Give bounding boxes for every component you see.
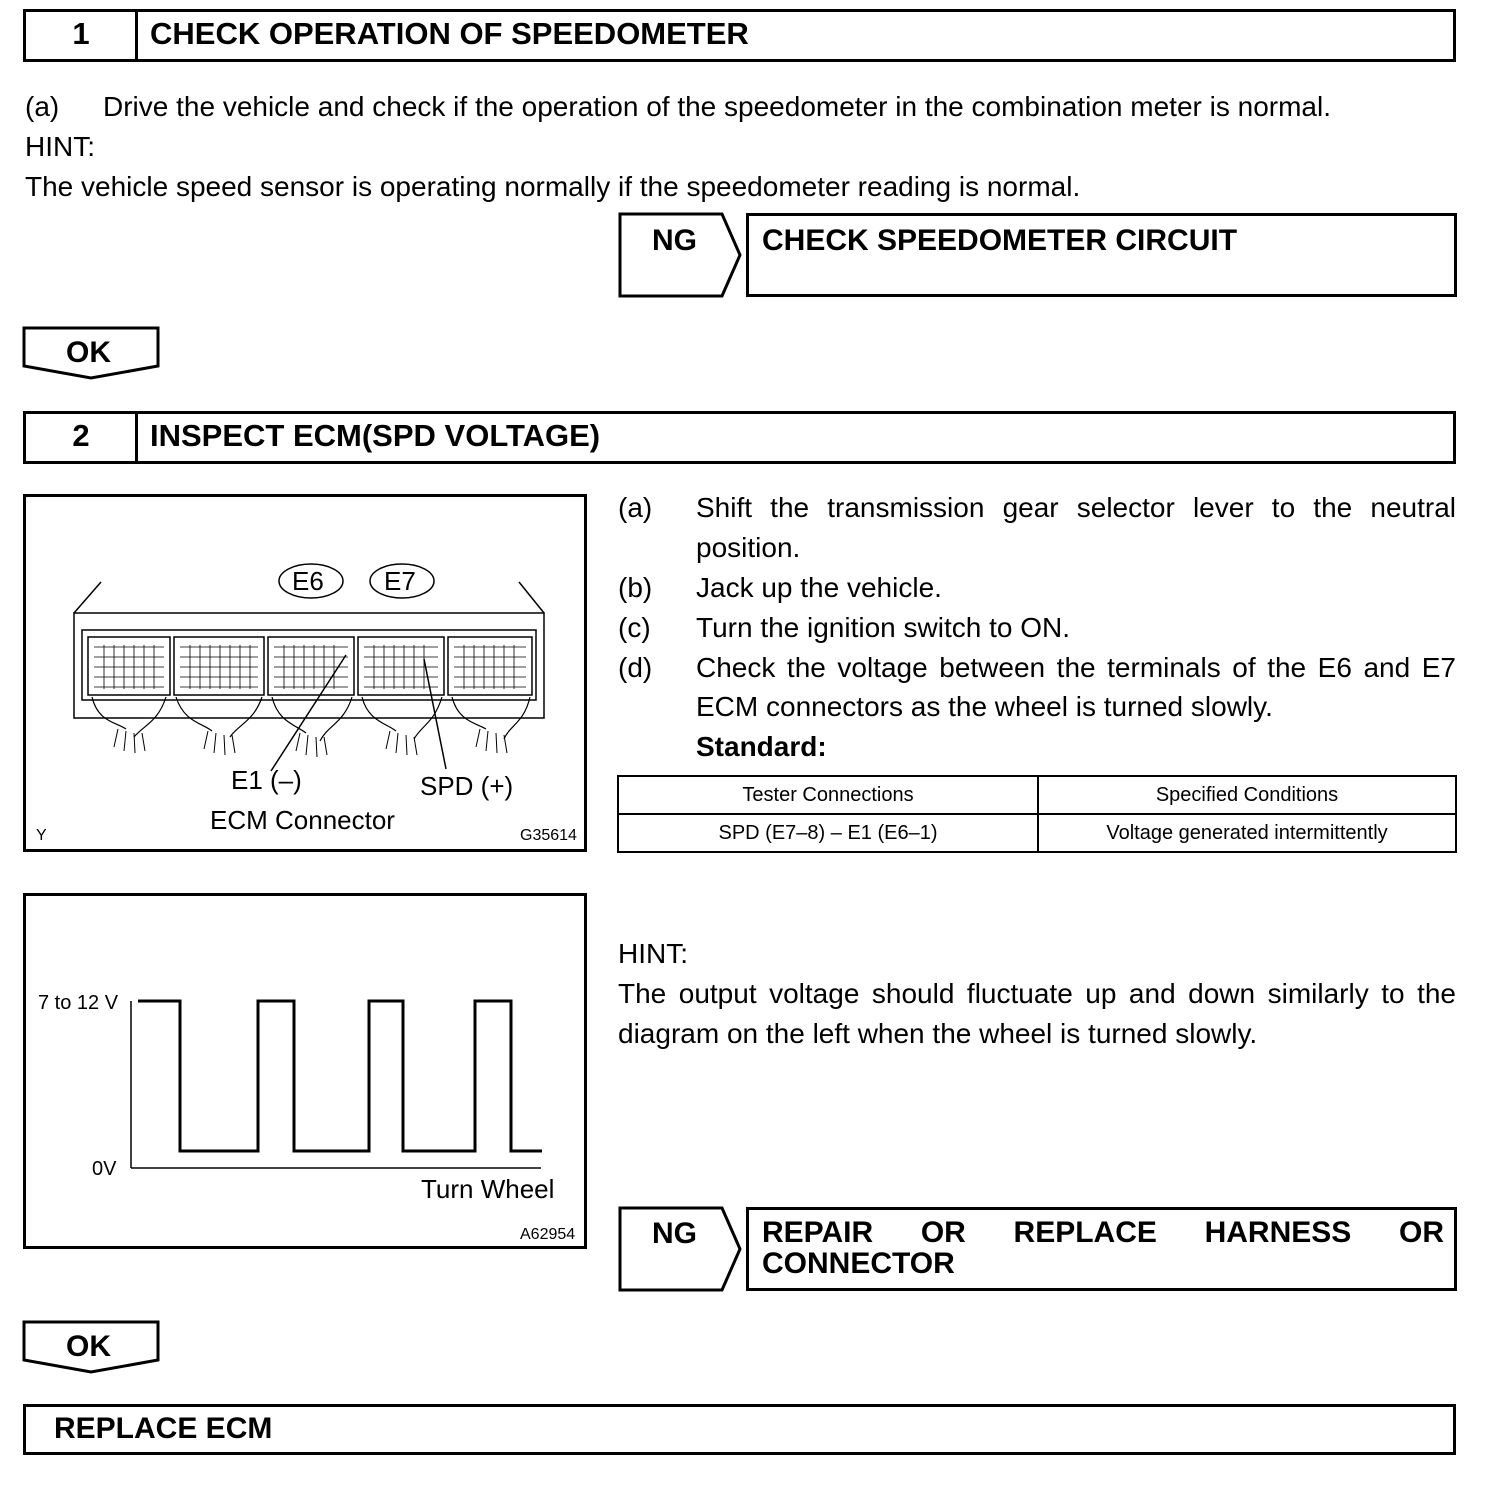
standard-label: Standard: [696, 731, 827, 762]
connector-block-4 [358, 637, 444, 695]
step2-hint-line2: diagram on the left when the wheel is turned slowly. [618, 1018, 1258, 1049]
step2-hint-line1: The output voltage should fluctuate up and down similarly to the [618, 978, 1456, 1009]
step1-ng-label: NG [652, 224, 697, 257]
high-voltage-label: 7 to 12 V [38, 992, 119, 1014]
waveform-figure [23, 893, 587, 1249]
figure1-corner-mark: Y [36, 827, 47, 844]
step2-item-d-line2: ECM connectors as the wheel is turned slowly. [696, 691, 1273, 722]
spec-cell-tester: SPD (E7–8) – E1 (E6–1) [618, 814, 1038, 852]
spec-header-tester: Tester Connections [618, 776, 1038, 814]
table-row [618, 814, 1456, 852]
step2-item-a-label: (a) [618, 492, 653, 523]
connector-block-3 [268, 637, 354, 695]
e6-label: E6 [292, 566, 324, 596]
e7-label: E7 [384, 566, 416, 596]
step2-item-c-label: (c) [618, 612, 651, 643]
step2-item-a-line2: position. [696, 532, 801, 563]
figure2-id: A62954 [520, 1226, 576, 1243]
step1-ok-label: OK [66, 336, 111, 369]
spec-header-conditions: Specified Conditions [1038, 776, 1456, 814]
step1-hint-label: HINT: [25, 131, 95, 162]
connector-block-2 [174, 637, 264, 695]
e1-terminal-label: E1 (–) [231, 765, 302, 795]
step1-title: CHECK OPERATION OF SPEEDOMETER [150, 16, 749, 51]
step2-ng-action-line2: CONNECTOR [762, 1247, 955, 1280]
step1-number: 1 [72, 16, 90, 51]
step2-item-c-text: Turn the ignition switch to ON. [696, 612, 1071, 643]
voltage-waveform [138, 1001, 542, 1151]
step2-item-d-line1: Check the voltage between the terminals of the E6 and E7 [696, 652, 1456, 683]
spd-terminal-label: SPD (+) [420, 771, 514, 801]
step2-title: INSPECT ECM(SPD VOLTAGE) [150, 418, 601, 453]
step1-item-a-text: Drive the vehicle and check if the operation of the speedometer in the combination meter is normal. [103, 91, 1331, 122]
step2-ng-action-line1: REPAIR OR REPLACE HARNESS OR [762, 1216, 1444, 1249]
step2-hint-label: HINT: [618, 938, 688, 969]
connector-block-5 [448, 637, 532, 695]
step1-hint-text: The vehicle speed sensor is operating normally if the speedometer reading is normal. [25, 171, 1081, 202]
spec-cell-condition: Voltage generated intermittently [1038, 814, 1456, 852]
zero-voltage-label: 0V [92, 1158, 117, 1180]
step2-item-b-text: Jack up the vehicle. [696, 572, 942, 603]
step1-item-a-label: (a) [25, 91, 60, 122]
spec-table [617, 775, 1457, 853]
step2-number: 2 [72, 418, 90, 453]
turn-wheel-label: Turn Wheel [421, 1174, 555, 1204]
step2-item-b-label: (b) [618, 572, 653, 603]
ecm-connector-figure [23, 494, 587, 852]
step1-ng-action: CHECK SPEEDOMETER CIRCUIT [762, 224, 1238, 257]
connector-block-1 [88, 637, 170, 695]
spec-table-header-row [618, 776, 1456, 814]
step2-ng-label: NG [652, 1217, 697, 1250]
step2-ok-label: OK [66, 1330, 111, 1363]
ecm-connector-caption: ECM Connector [210, 805, 395, 835]
final-action: REPLACE ECM [54, 1412, 273, 1445]
figure1-id: G35614 [520, 827, 577, 844]
step2-item-a-line1: Shift the transmission gear selector lever to the neutral [696, 492, 1456, 523]
step2-item-d-label: (d) [618, 652, 653, 683]
